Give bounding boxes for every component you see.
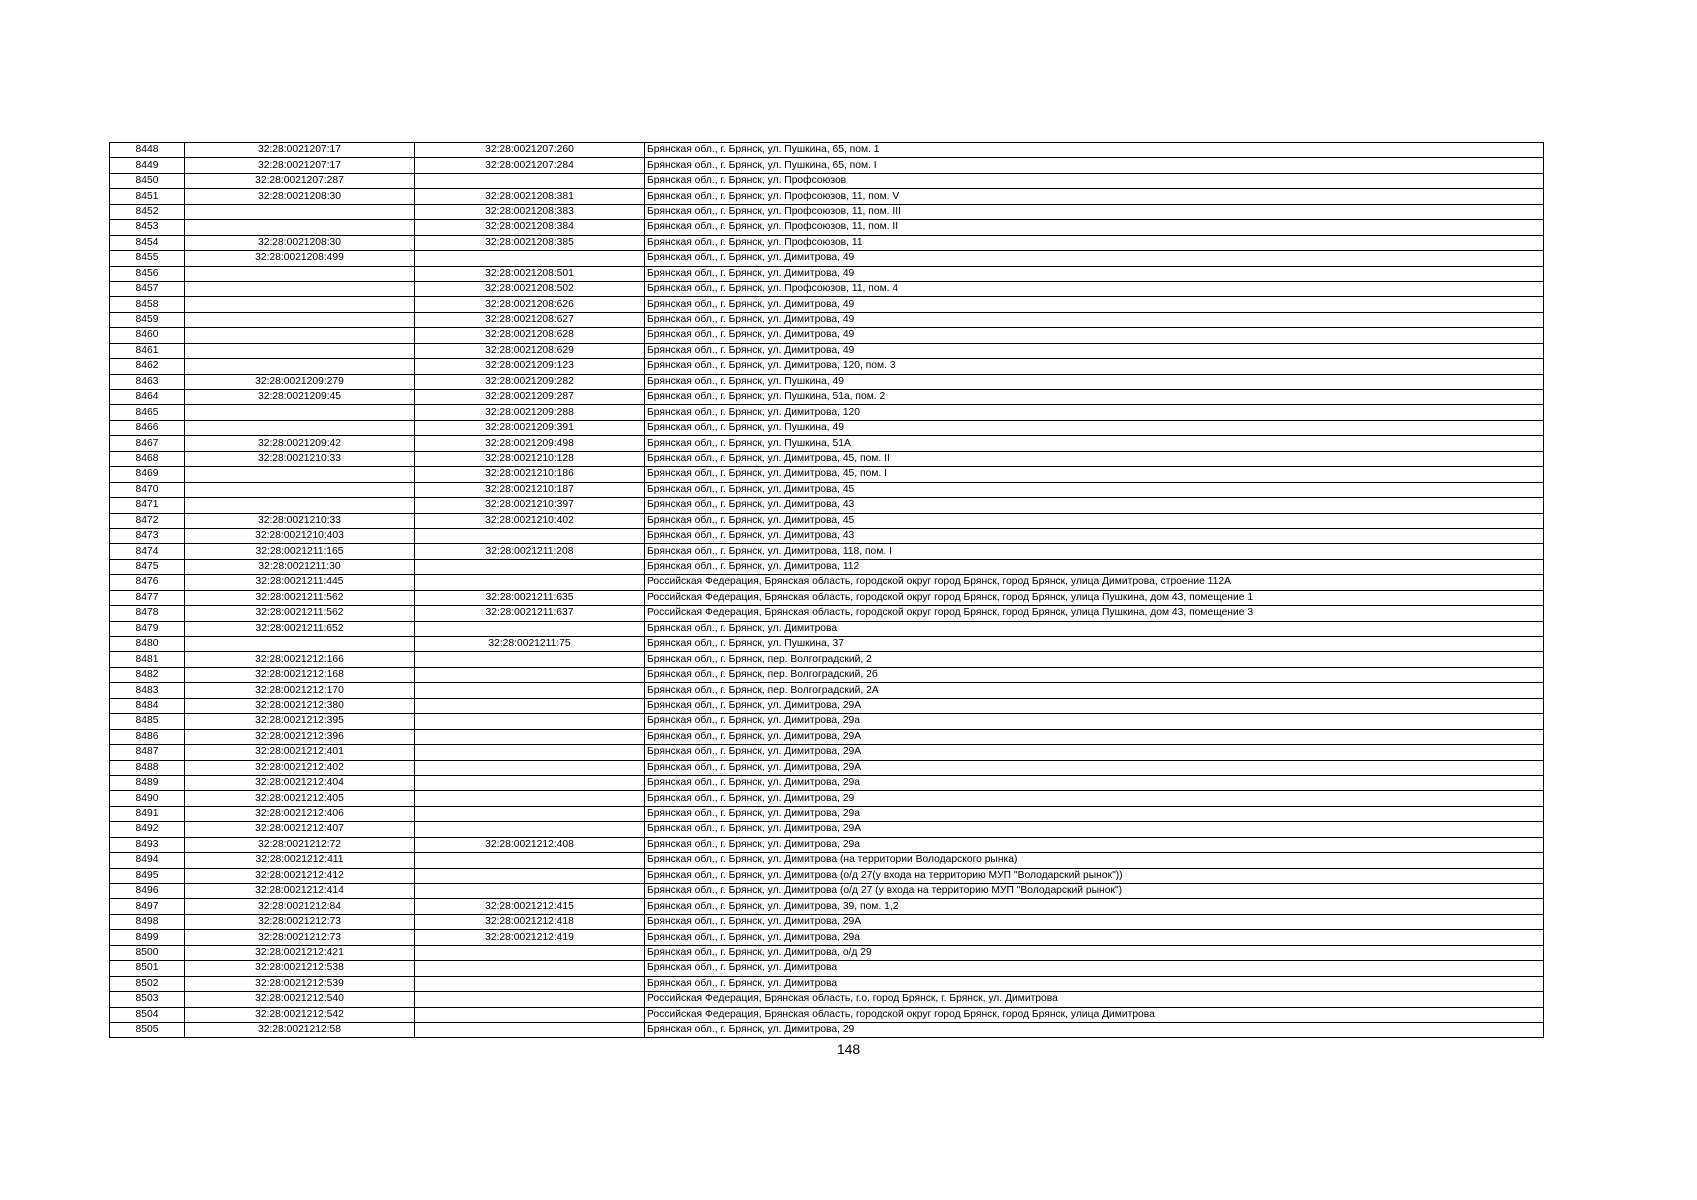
- address-cell: Брянская обл., г. Брянск, ул. Пушкина, 49: [645, 420, 1544, 435]
- object-number-cell: [415, 853, 645, 868]
- table-row: [110, 235, 1544, 250]
- table-row: [110, 899, 1544, 914]
- table-row: [110, 945, 1544, 960]
- object-number-cell: 32:28:0021208:383: [415, 204, 645, 219]
- parcel-number-cell: [185, 220, 415, 235]
- parcel-number-cell: 32:28:0021212:73: [185, 914, 415, 929]
- table-row: [110, 374, 1544, 389]
- parcel-number-cell: 32:28:0021209:279: [185, 374, 415, 389]
- row-number-cell: 8449: [110, 158, 185, 173]
- address-cell: Брянская обл., г. Брянск, ул. Димитрова, 29А: [645, 760, 1544, 775]
- table-row: [110, 884, 1544, 899]
- row-number-cell: 8477: [110, 590, 185, 605]
- object-number-cell: 32:28:0021208:384: [415, 220, 645, 235]
- parcel-number-cell: [185, 266, 415, 281]
- object-number-cell: [415, 251, 645, 266]
- object-number-cell: 32:28:0021210:402: [415, 513, 645, 528]
- object-number-cell: [415, 575, 645, 590]
- object-number-cell: [415, 729, 645, 744]
- parcel-number-cell: 32:28:0021209:42: [185, 436, 415, 451]
- parcel-number-cell: [185, 328, 415, 343]
- row-number-cell: 8482: [110, 667, 185, 682]
- object-number-cell: [415, 745, 645, 760]
- address-cell: Брянская обл., г. Брянск, ул. Пушкина, 37: [645, 637, 1544, 652]
- address-cell: Российская Федерация, Брянская область, городской округ город Брянск, город Брянск, улица Димитрова, строение 112А: [645, 575, 1544, 590]
- address-cell: Брянская обл., г. Брянск, ул. Димитрова: [645, 976, 1544, 991]
- address-cell: Брянская обл., г. Брянск, ул. Димитрова, 49: [645, 343, 1544, 358]
- row-number-cell: 8457: [110, 281, 185, 296]
- object-number-cell: 32:28:0021212:408: [415, 837, 645, 852]
- object-number-cell: [415, 992, 645, 1007]
- address-cell: Брянская обл., г. Брянск, пер. Волгоградский, 2: [645, 652, 1544, 667]
- parcel-number-cell: [185, 343, 415, 358]
- object-number-cell: [415, 791, 645, 806]
- address-cell: Брянская обл., г. Брянск, ул. Димитрова, 29а: [645, 806, 1544, 821]
- row-number-cell: 8448: [110, 143, 185, 158]
- table-row: [110, 513, 1544, 528]
- table-row: [110, 621, 1544, 636]
- address-cell: Брянская обл., г. Брянск, ул. Пушкина, 65, пом. 1: [645, 143, 1544, 158]
- address-cell: Брянская обл., г. Брянск, ул. Димитрова, 45: [645, 482, 1544, 497]
- parcel-number-cell: 32:28:0021212:380: [185, 698, 415, 713]
- table-row: [110, 590, 1544, 605]
- address-cell: Брянская обл., г. Брянск, ул. Профсоюзов, 11, пом. III: [645, 204, 1544, 219]
- parcel-number-cell: 32:28:0021212:414: [185, 884, 415, 899]
- row-number-cell: 8490: [110, 791, 185, 806]
- object-number-cell: 32:28:0021208:628: [415, 328, 645, 343]
- parcel-number-cell: 32:28:0021207:17: [185, 158, 415, 173]
- address-cell: Брянская обл., г. Брянск, ул. Димитрова, 49: [645, 266, 1544, 281]
- row-number-cell: 8481: [110, 652, 185, 667]
- table-row: [110, 143, 1544, 158]
- table-row: [110, 281, 1544, 296]
- object-number-cell: [415, 559, 645, 574]
- address-cell: Брянская обл., г. Брянск, ул. Димитрова, 29а: [645, 930, 1544, 945]
- object-number-cell: 32:28:0021211:635: [415, 590, 645, 605]
- parcel-number-cell: 32:28:0021211:165: [185, 544, 415, 559]
- table-row: [110, 667, 1544, 682]
- table-row: [110, 451, 1544, 466]
- address-cell: Российская Федерация, Брянская область, г.о. город Брянск, г. Брянск, ул. Димитрова: [645, 992, 1544, 1007]
- object-number-cell: 32:28:0021209:391: [415, 420, 645, 435]
- object-number-cell: 32:28:0021208:629: [415, 343, 645, 358]
- row-number-cell: 8497: [110, 899, 185, 914]
- parcel-number-cell: 32:28:0021210:403: [185, 528, 415, 543]
- row-number-cell: 8450: [110, 173, 185, 188]
- row-number-cell: 8485: [110, 714, 185, 729]
- address-cell: Брянская обл., г. Брянск, ул. Димитрова, 49: [645, 328, 1544, 343]
- object-number-cell: [415, 621, 645, 636]
- parcel-number-cell: 32:28:0021211:652: [185, 621, 415, 636]
- object-number-cell: 32:28:0021207:284: [415, 158, 645, 173]
- table-row: [110, 930, 1544, 945]
- table-row: [110, 575, 1544, 590]
- object-number-cell: 32:28:0021211:637: [415, 606, 645, 621]
- parcel-number-cell: 32:28:0021212:166: [185, 652, 415, 667]
- table-row: [110, 390, 1544, 405]
- row-number-cell: 8503: [110, 992, 185, 1007]
- address-cell: Брянская обл., г. Брянск, ул. Димитрова, 29А: [645, 822, 1544, 837]
- address-cell: Брянская обл., г. Брянск, пер. Волгоградский, 2А: [645, 683, 1544, 698]
- address-cell: Брянская обл., г. Брянск, ул. Димитрова (на территории Володарского рынка): [645, 853, 1544, 868]
- parcel-number-cell: 32:28:0021212:539: [185, 976, 415, 991]
- parcel-number-cell: 32:28:0021211:445: [185, 575, 415, 590]
- object-number-cell: 32:28:0021208:381: [415, 189, 645, 204]
- object-number-cell: 32:28:0021212:419: [415, 930, 645, 945]
- address-cell: Брянская обл., г. Брянск, ул. Димитрова (о/д 27 (у входа на территорию МУП "Володарский рынок"): [645, 884, 1544, 899]
- table-row: [110, 436, 1544, 451]
- parcel-number-cell: 32:28:0021210:33: [185, 513, 415, 528]
- row-number-cell: 8499: [110, 930, 185, 945]
- address-cell: Брянская обл., г. Брянск, пер. Волгоградский, 2б: [645, 667, 1544, 682]
- table-row: [110, 266, 1544, 281]
- object-number-cell: [415, 945, 645, 960]
- parcel-number-cell: 32:28:0021212:407: [185, 822, 415, 837]
- parcel-number-cell: 32:28:0021208:30: [185, 189, 415, 204]
- table-row: [110, 528, 1544, 543]
- parcel-number-cell: 32:28:0021212:395: [185, 714, 415, 729]
- row-number-cell: 8491: [110, 806, 185, 821]
- table-row: [110, 961, 1544, 976]
- object-number-cell: [415, 760, 645, 775]
- address-cell: Брянская обл., г. Брянск, ул. Димитрова, 49: [645, 312, 1544, 327]
- parcel-number-cell: 32:28:0021212:396: [185, 729, 415, 744]
- row-number-cell: 8452: [110, 204, 185, 219]
- table-row: [110, 312, 1544, 327]
- address-cell: Брянская обл., г. Брянск, ул. Пушкина, 51А: [645, 436, 1544, 451]
- table-row: [110, 544, 1544, 559]
- table-row: [110, 745, 1544, 760]
- parcel-number-cell: 32:28:0021212:84: [185, 899, 415, 914]
- object-number-cell: [415, 775, 645, 790]
- row-number-cell: 8465: [110, 405, 185, 420]
- table-row: [110, 297, 1544, 312]
- table-row: [110, 158, 1544, 173]
- parcel-number-cell: 32:28:0021211:562: [185, 606, 415, 621]
- parcel-number-cell: 32:28:0021212:540: [185, 992, 415, 1007]
- address-cell: Брянская обл., г. Брянск, ул. Димитрова, 43: [645, 528, 1544, 543]
- row-number-cell: 8473: [110, 528, 185, 543]
- object-number-cell: 32:28:0021211:208: [415, 544, 645, 559]
- parcel-number-cell: 32:28:0021212:72: [185, 837, 415, 852]
- address-cell: Российская Федерация, Брянская область, городской округ город Брянск, город Брянск, улица Пушкина, дом 43, помещение 1: [645, 590, 1544, 605]
- row-number-cell: 8486: [110, 729, 185, 744]
- parcel-number-cell: 32:28:0021212:538: [185, 961, 415, 976]
- row-number-cell: 8464: [110, 390, 185, 405]
- object-number-cell: 32:28:0021210:128: [415, 451, 645, 466]
- parcel-number-cell: 32:28:0021212:406: [185, 806, 415, 821]
- parcel-number-cell: 32:28:0021207:17: [185, 143, 415, 158]
- object-number-cell: 32:28:0021209:123: [415, 359, 645, 374]
- address-cell: Брянская обл., г. Брянск, ул. Димитрова, 29а: [645, 837, 1544, 852]
- object-number-cell: 32:28:0021208:385: [415, 235, 645, 250]
- row-number-cell: 8453: [110, 220, 185, 235]
- address-cell: Брянская обл., г. Брянск, ул. Димитрова, 49: [645, 251, 1544, 266]
- address-cell: Брянская обл., г. Брянск, ул. Профсоюзов, 11, пом. 4: [645, 281, 1544, 296]
- address-cell: Российская Федерация, Брянская область, городской округ город Брянск, город Брянск, улица Пушкина, дом 43, помещение 3: [645, 606, 1544, 621]
- row-number-cell: 8495: [110, 868, 185, 883]
- table-row: [110, 992, 1544, 1007]
- parcel-number-cell: 32:28:0021212:421: [185, 945, 415, 960]
- address-cell: Брянская обл., г. Брянск, ул. Димитрова: [645, 961, 1544, 976]
- row-number-cell: 8479: [110, 621, 185, 636]
- parcel-number-cell: 32:28:0021212:412: [185, 868, 415, 883]
- parcel-number-cell: 32:28:0021212:411: [185, 853, 415, 868]
- address-cell: Брянская обл., г. Брянск, ул. Димитрова, 45: [645, 513, 1544, 528]
- row-number-cell: 8458: [110, 297, 185, 312]
- table-row: [110, 637, 1544, 652]
- table-row: [110, 343, 1544, 358]
- row-number-cell: 8474: [110, 544, 185, 559]
- row-number-cell: 8475: [110, 559, 185, 574]
- parcel-number-cell: 32:28:0021211:30: [185, 559, 415, 574]
- parcel-number-cell: [185, 467, 415, 482]
- parcel-number-cell: [185, 420, 415, 435]
- parcel-number-cell: 32:28:0021212:170: [185, 683, 415, 698]
- parcel-number-cell: 32:28:0021212:58: [185, 1022, 415, 1037]
- table-row: [110, 420, 1544, 435]
- address-cell: Брянская обл., г. Брянск, ул. Димитрова, 45, пом. I: [645, 467, 1544, 482]
- row-number-cell: 8472: [110, 513, 185, 528]
- object-number-cell: 32:28:0021209:287: [415, 390, 645, 405]
- table-row: [110, 868, 1544, 883]
- object-number-cell: 32:28:0021208:627: [415, 312, 645, 327]
- row-number-cell: 8500: [110, 945, 185, 960]
- table-row: [110, 173, 1544, 188]
- row-number-cell: 8501: [110, 961, 185, 976]
- row-number-cell: 8487: [110, 745, 185, 760]
- table-row: [110, 467, 1544, 482]
- object-number-cell: [415, 806, 645, 821]
- address-cell: Брянская обл., г. Брянск, ул. Димитрова, 29: [645, 1022, 1544, 1037]
- address-cell: Брянская обл., г. Брянск, ул. Профсоюзов, 11, пом. II: [645, 220, 1544, 235]
- address-cell: Брянская обл., г. Брянск, ул. Димитрова, 29а: [645, 775, 1544, 790]
- row-number-cell: 8456: [110, 266, 185, 281]
- address-cell: Брянская обл., г. Брянск, ул. Димитрова, 43: [645, 498, 1544, 513]
- row-number-cell: 8460: [110, 328, 185, 343]
- table-row: [110, 729, 1544, 744]
- address-cell: Брянская обл., г. Брянск, ул. Пушкина, 65, пом. I: [645, 158, 1544, 173]
- object-number-cell: [415, 1007, 645, 1022]
- object-number-cell: 32:28:0021211:75: [415, 637, 645, 652]
- row-number-cell: 8480: [110, 637, 185, 652]
- row-number-cell: 8468: [110, 451, 185, 466]
- row-number-cell: 8496: [110, 884, 185, 899]
- object-number-cell: [415, 714, 645, 729]
- address-cell: Брянская обл., г. Брянск, ул. Пушкина, 51а, пом. 2: [645, 390, 1544, 405]
- parcel-number-cell: 32:28:0021212:542: [185, 1007, 415, 1022]
- table-row: [110, 559, 1544, 574]
- table-row: [110, 482, 1544, 497]
- table-row: [110, 204, 1544, 219]
- parcel-number-cell: [185, 482, 415, 497]
- object-number-cell: 32:28:0021212:415: [415, 899, 645, 914]
- address-cell: Брянская обл., г. Брянск, ул. Димитрова, 29а: [645, 714, 1544, 729]
- object-number-cell: [415, 822, 645, 837]
- row-number-cell: 8467: [110, 436, 185, 451]
- table-row: [110, 251, 1544, 266]
- address-cell: Российская Федерация, Брянская область, городской округ город Брянск, город Брянск, улица Димитрова: [645, 1007, 1544, 1022]
- table-row: [110, 791, 1544, 806]
- table-row: [110, 698, 1544, 713]
- parcel-number-cell: 32:28:0021210:33: [185, 451, 415, 466]
- address-cell: Брянская обл., г. Брянск, ул. Димитрова, 120, пом. 3: [645, 359, 1544, 374]
- object-number-cell: [415, 683, 645, 698]
- page-number: 148: [836, 1041, 861, 1057]
- object-number-cell: [415, 667, 645, 682]
- register-table: [109, 142, 1544, 1038]
- row-number-cell: 8484: [110, 698, 185, 713]
- object-number-cell: 32:28:0021209:498: [415, 436, 645, 451]
- object-number-cell: [415, 976, 645, 991]
- address-cell: Брянская обл., г. Брянск, ул. Димитрова, 45, пом. II: [645, 451, 1544, 466]
- row-number-cell: 8461: [110, 343, 185, 358]
- row-number-cell: 8451: [110, 189, 185, 204]
- object-number-cell: 32:28:0021207:260: [415, 143, 645, 158]
- parcel-number-cell: [185, 498, 415, 513]
- address-cell: Брянская обл., г. Брянск, ул. Димитрова, 29А: [645, 698, 1544, 713]
- address-cell: Брянская обл., г. Брянск, ул. Димитрова, 49: [645, 297, 1544, 312]
- row-number-cell: 8504: [110, 1007, 185, 1022]
- parcel-number-cell: 32:28:0021207:287: [185, 173, 415, 188]
- table-row: [110, 822, 1544, 837]
- row-number-cell: 8455: [110, 251, 185, 266]
- object-number-cell: 32:28:0021208:626: [415, 297, 645, 312]
- row-number-cell: 8471: [110, 498, 185, 513]
- row-number-cell: 8493: [110, 837, 185, 852]
- object-number-cell: [415, 173, 645, 188]
- address-cell: Брянская обл., г. Брянск, ул. Профсоюзов, 11: [645, 235, 1544, 250]
- address-cell: Брянская обл., г. Брянск, ул. Димитрова, 118, пом. I: [645, 544, 1544, 559]
- object-number-cell: 32:28:0021209:282: [415, 374, 645, 389]
- address-cell: Брянская обл., г. Брянск, ул. Профсоюзов, 11, пом. V: [645, 189, 1544, 204]
- row-number-cell: 8476: [110, 575, 185, 590]
- parcel-number-cell: 32:28:0021212:404: [185, 775, 415, 790]
- table-row: [110, 1022, 1544, 1037]
- address-cell: Брянская обл., г. Брянск, ул. Димитрова, 112: [645, 559, 1544, 574]
- table-row: [110, 1007, 1544, 1022]
- object-number-cell: [415, 961, 645, 976]
- parcel-number-cell: 32:28:0021212:168: [185, 667, 415, 682]
- table-row: [110, 976, 1544, 991]
- address-cell: Брянская обл., г. Брянск, ул. Димитрова, 120: [645, 405, 1544, 420]
- row-number-cell: 8505: [110, 1022, 185, 1037]
- parcel-number-cell: 32:28:0021211:562: [185, 590, 415, 605]
- row-number-cell: 8489: [110, 775, 185, 790]
- parcel-number-cell: 32:28:0021212:401: [185, 745, 415, 760]
- row-number-cell: 8478: [110, 606, 185, 621]
- parcel-number-cell: [185, 204, 415, 219]
- address-cell: Брянская обл., г. Брянск, ул. Пушкина, 49: [645, 374, 1544, 389]
- parcel-number-cell: [185, 405, 415, 420]
- table-row: [110, 498, 1544, 513]
- parcel-number-cell: [185, 637, 415, 652]
- table-row: [110, 837, 1544, 852]
- parcel-number-cell: [185, 281, 415, 296]
- parcel-number-cell: [185, 312, 415, 327]
- row-number-cell: 8466: [110, 420, 185, 435]
- table-row: [110, 328, 1544, 343]
- parcel-number-cell: 32:28:0021208:499: [185, 251, 415, 266]
- row-number-cell: 8502: [110, 976, 185, 991]
- object-number-cell: [415, 652, 645, 667]
- row-number-cell: 8498: [110, 914, 185, 929]
- parcel-number-cell: 32:28:0021212:402: [185, 760, 415, 775]
- table-row: [110, 606, 1544, 621]
- object-number-cell: 32:28:0021208:502: [415, 281, 645, 296]
- table-row: [110, 652, 1544, 667]
- address-cell: Брянская обл., г. Брянск, ул. Димитрова: [645, 621, 1544, 636]
- object-number-cell: [415, 528, 645, 543]
- object-number-cell: [415, 698, 645, 713]
- object-number-cell: 32:28:0021210:397: [415, 498, 645, 513]
- table-row: [110, 405, 1544, 420]
- address-cell: Брянская обл., г. Брянск, ул. Димитрова, 29: [645, 791, 1544, 806]
- object-number-cell: 32:28:0021208:501: [415, 266, 645, 281]
- object-number-cell: 32:28:0021210:187: [415, 482, 645, 497]
- table-row: [110, 359, 1544, 374]
- address-cell: Брянская обл., г. Брянск, ул. Димитрова, 39, пом. 1,2: [645, 899, 1544, 914]
- table-row: [110, 775, 1544, 790]
- parcel-number-cell: [185, 359, 415, 374]
- table-row: [110, 853, 1544, 868]
- object-number-cell: [415, 884, 645, 899]
- object-number-cell: 32:28:0021212:418: [415, 914, 645, 929]
- table-row: [110, 683, 1544, 698]
- table-row: [110, 760, 1544, 775]
- row-number-cell: 8469: [110, 467, 185, 482]
- row-number-cell: 8494: [110, 853, 185, 868]
- parcel-number-cell: [185, 297, 415, 312]
- object-number-cell: 32:28:0021210:186: [415, 467, 645, 482]
- table-row: [110, 189, 1544, 204]
- row-number-cell: 8492: [110, 822, 185, 837]
- table-row: [110, 220, 1544, 235]
- object-number-cell: [415, 1022, 645, 1037]
- address-cell: Брянская обл., г. Брянск, ул. Димитрова, 29А: [645, 745, 1544, 760]
- table-row: [110, 714, 1544, 729]
- parcel-number-cell: 32:28:0021208:30: [185, 235, 415, 250]
- parcel-number-cell: 32:28:0021212:405: [185, 791, 415, 806]
- table-row: [110, 914, 1544, 929]
- object-number-cell: [415, 868, 645, 883]
- address-cell: Брянская обл., г. Брянск, ул. Димитрова, 29А: [645, 729, 1544, 744]
- address-cell: Брянская обл., г. Брянск, ул. Димитрова (о/д 27(у входа на территорию МУП "Володарский рынок")): [645, 868, 1544, 883]
- address-cell: Брянская обл., г. Брянск, ул. Профсоюзов: [645, 173, 1544, 188]
- row-number-cell: 8454: [110, 235, 185, 250]
- row-number-cell: 8463: [110, 374, 185, 389]
- row-number-cell: 8488: [110, 760, 185, 775]
- parcel-number-cell: 32:28:0021212:73: [185, 930, 415, 945]
- row-number-cell: 8459: [110, 312, 185, 327]
- address-cell: Брянская обл., г. Брянск, ул. Димитрова, 29А: [645, 914, 1544, 929]
- row-number-cell: 8483: [110, 683, 185, 698]
- address-cell: Брянская обл., г. Брянск, ул. Димитрова, о/д 29: [645, 945, 1544, 960]
- row-number-cell: 8470: [110, 482, 185, 497]
- table-row: [110, 806, 1544, 821]
- object-number-cell: 32:28:0021209:288: [415, 405, 645, 420]
- row-number-cell: 8462: [110, 359, 185, 374]
- parcel-number-cell: 32:28:0021209:45: [185, 390, 415, 405]
- register-table-body: [110, 143, 1544, 1038]
